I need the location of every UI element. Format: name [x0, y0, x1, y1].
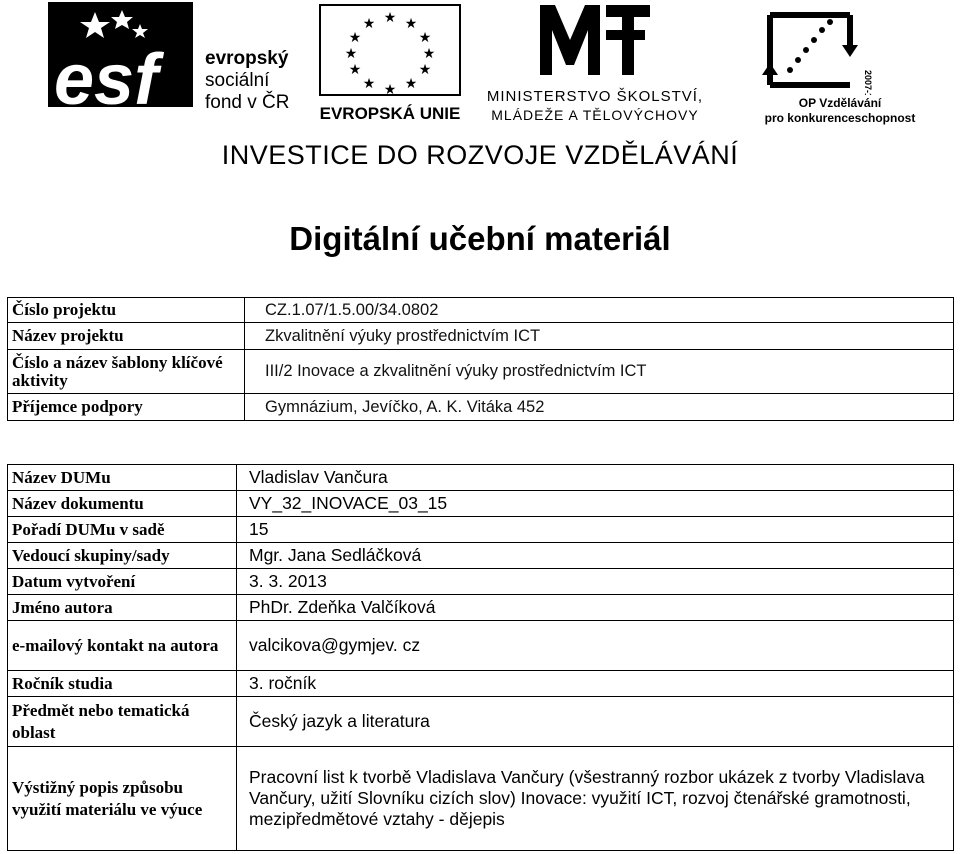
row-value: valcikova@gymjev. cz — [237, 621, 954, 671]
svg-text:★: ★ — [404, 77, 418, 92]
msmt-emblem-icon — [470, 0, 720, 80]
svg-text:★: ★ — [418, 31, 432, 46]
row-label: Datum vytvoření — [8, 569, 237, 595]
svg-text:★: ★ — [418, 63, 432, 78]
msmt-text — [470, 88, 720, 124]
row-value: Gymnázium, Jevíčko, A. K. Vitáka 452 — [245, 394, 954, 421]
dum-info-table — [7, 464, 954, 851]
row-value: VY_32_INOVACE_03_15 — [237, 491, 954, 517]
svg-text:★: ★ — [362, 17, 376, 32]
op-logo — [730, 0, 950, 135]
row-value: Zkvalitnění výuky prostřednictvím ICT — [245, 323, 954, 350]
svg-text:esf: esf — [54, 40, 159, 120]
eu-flag-icon — [315, 0, 465, 100]
op-line-2: pro konkurenceschopnost — [764, 111, 916, 125]
row-value: Pracovní list k tvorbě Vladislava Vančury (všestranný rozbor ukázek z tvorby Vladislava Vančury, užití Slovníku cizích slov) Inovace: využití ICT, rozvoj čtenářské gramotnosti, mezipředmětové vztahy - dějepis — [237, 747, 954, 851]
svg-text:★: ★ — [383, 11, 397, 26]
row-label: Pořadí DUMu v sadě — [8, 517, 237, 543]
row-value: Mgr. Jana Sedláčková — [237, 543, 954, 569]
svg-text:★: ★ — [404, 17, 418, 32]
project-info-table — [7, 297, 954, 421]
eu-logo — [315, 0, 465, 128]
row-label: Název projektu — [8, 323, 245, 350]
svg-text:★: ★ — [383, 83, 397, 98]
svg-text:★: ★ — [344, 47, 358, 62]
row-value: Český jazyk a literatura — [237, 697, 954, 747]
msmt-logo — [470, 0, 720, 128]
row-label: Předmět nebo tematická oblast — [8, 697, 237, 747]
table-row — [8, 298, 954, 323]
table-row — [8, 543, 954, 569]
msmt-line-2: MLÁDEŽE A TĚLOVÝCHOVY — [491, 107, 699, 123]
row-label: Jméno autora — [8, 595, 237, 621]
logo-band — [0, 0, 960, 175]
op-line-1: OP Vzdělávání — [798, 96, 882, 110]
op-text — [730, 96, 950, 126]
row-label: Číslo projektu — [8, 298, 245, 323]
table-row — [8, 517, 954, 543]
svg-text:★: ★ — [362, 77, 376, 92]
esf-line-1: evropský — [205, 48, 289, 69]
esf-line-2: sociální — [205, 70, 270, 91]
table-row — [8, 569, 954, 595]
op-emblem-icon — [730, 0, 950, 95]
svg-text:★: ★ — [348, 31, 362, 46]
svg-text:★: ★ — [422, 47, 436, 62]
row-label: e-mailový kontakt na autora — [8, 621, 237, 671]
table-row — [8, 350, 954, 394]
row-value: III/2 Inovace a zkvalitnění výuky prostřednictvím ICT — [245, 350, 954, 394]
esf-logo — [40, 0, 310, 135]
row-label: Název dokumentu — [8, 491, 237, 517]
row-label: Příjemce podpory — [8, 394, 245, 421]
eu-label: EVROPSKÁ UNIE — [319, 104, 461, 123]
row-value: Vladislav Vančura — [237, 465, 954, 491]
table-row — [8, 394, 954, 421]
row-label: Výstižný popis způsobu využití materiálu ve výuce — [8, 747, 237, 851]
row-value: 15 — [237, 517, 954, 543]
svg-text:★: ★ — [348, 63, 362, 78]
row-label: Číslo a název šablony klíčové aktivity — [8, 350, 245, 394]
op-years: 2007-13 — [863, 70, 873, 95]
row-value: 3. ročník — [237, 671, 954, 697]
table-row — [8, 323, 954, 350]
table-row — [8, 621, 954, 671]
investice-tagline: INVESTICE DO ROZVOJE VZDĚLÁVÁNÍ — [221, 140, 739, 170]
table-row — [8, 697, 954, 747]
msmt-line-1: MINISTERSTVO ŠKOLSTVÍ, — [486, 88, 704, 105]
row-value: 3. 3. 2013 — [237, 569, 954, 595]
esf-line-3: fond v ČR — [205, 92, 290, 113]
row-label: Ročník studia — [8, 671, 237, 697]
table-row — [8, 465, 954, 491]
table-row — [8, 671, 954, 697]
row-label: Název DUMu — [8, 465, 237, 491]
esf-text — [205, 48, 289, 114]
row-value: PhDr. Zdeňka Valčíková — [237, 595, 954, 621]
row-label: Vedoucí skupiny/sady — [8, 543, 237, 569]
document-title: Digitální učební materiál — [289, 220, 671, 257]
table-row — [8, 491, 954, 517]
table-row — [8, 747, 954, 851]
row-value: CZ.1.07/1.5.00/34.0802 — [245, 298, 954, 323]
table-row — [8, 595, 954, 621]
